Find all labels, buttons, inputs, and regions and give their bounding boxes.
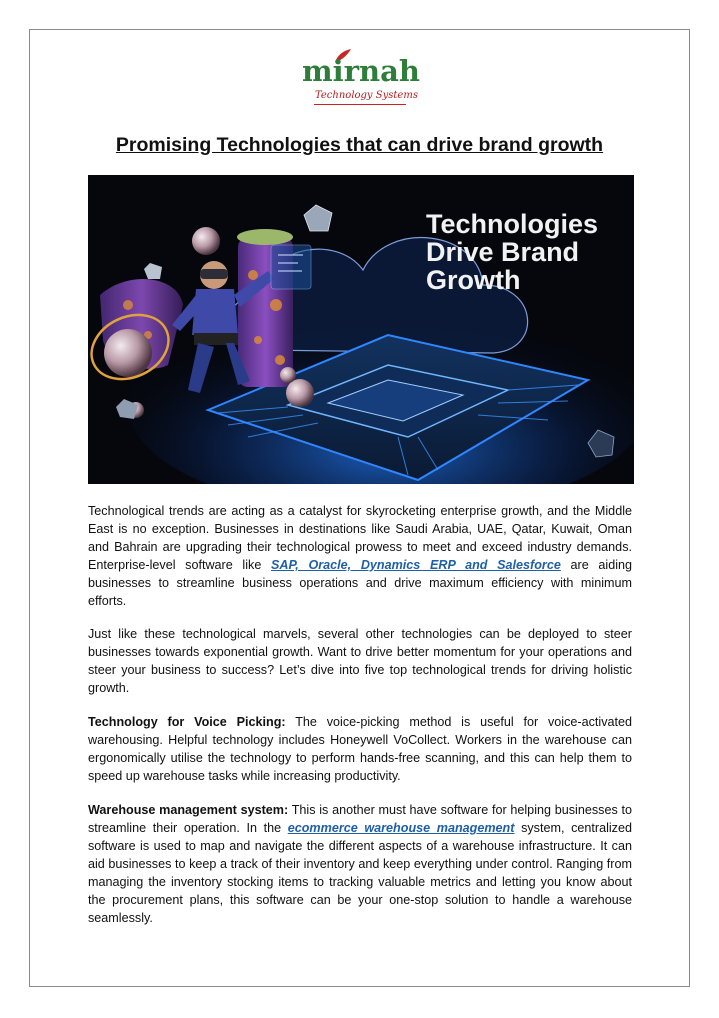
warehouse-text-after: system, centralized software is used to map and navigate the different aspects of a warehouse infrastructure. It can aid businesses to keep a track of their inventory and keep everything under control. Ranging from managing the inventory stocking items to tracking valuable metrics and letting you know about the procurement plans, this software can be your one-stop solution to handle a warehouse seamlessly. — [88, 821, 632, 925]
warehouse-text-before: This is another must have software for helping businesses to streamline their operation. In the — [88, 803, 632, 835]
paragraph-warehouse-management — [88, 801, 632, 927]
intro-text-after: are aiding businesses to streamline business operations and drive maximum efficiency with minimum efforts. — [88, 558, 633, 608]
hero-image — [88, 175, 634, 484]
link-ecommerce-warehouse-management[interactable]: ecommerce warehouse management — [287, 821, 515, 835]
voice-picking-text: The voice-picking method is useful for voice-activated warehousing. Helpful technology includes Honeywell VoCollect. Workers in the warehouse can ergonomically utilise the technology to perform hands-free scanning, and this can help them to speed up warehouse tasks while increasing productivity. — [88, 715, 632, 783]
link-sap-oracle-dynamics-salesforce[interactable]: SAP, Oracle, Dynamics ERP and Salesforce — [271, 558, 561, 572]
hero-heading-line-2: Drive Brand — [426, 237, 580, 267]
mirnah-logo — [290, 50, 430, 112]
warehouse-management-heading: Warehouse management system: — [88, 803, 289, 817]
logo-underline — [314, 104, 406, 105]
paragraph-voice-picking — [88, 713, 632, 785]
page-title: Promising Technologies that can drive brand growth — [115, 134, 604, 156]
intro-text-before: Technological trends are acting as a catalyst for skyrocketing enterprise growth, and the Middle East is no exception. Businesses in destinations like Saudi Arabia, UAE, Qatar, Kuwait, Oman and Bahrain are upgrading their technological prowess to meet and exceed industry demands. Enterprise-level software like — [88, 504, 632, 572]
paragraph-intro — [88, 502, 632, 610]
hero-heading-line-1: Technologies — [426, 209, 599, 239]
logo-tagline: Technology Systems — [315, 90, 418, 101]
voice-picking-heading: Technology for Voice Picking: — [88, 715, 286, 729]
paragraph-technological-marvels: Just like these technological marvels, several other technologies can be deployed to steer businesses towards exponential growth. Want to drive better momentum for your operations and steer your business to success? Let’s dive into five top technological trends for driving holistic growth. — [88, 627, 632, 695]
logo-wordmark: mirnah — [302, 54, 420, 88]
hero-heading-line-3: Growth — [426, 265, 521, 295]
